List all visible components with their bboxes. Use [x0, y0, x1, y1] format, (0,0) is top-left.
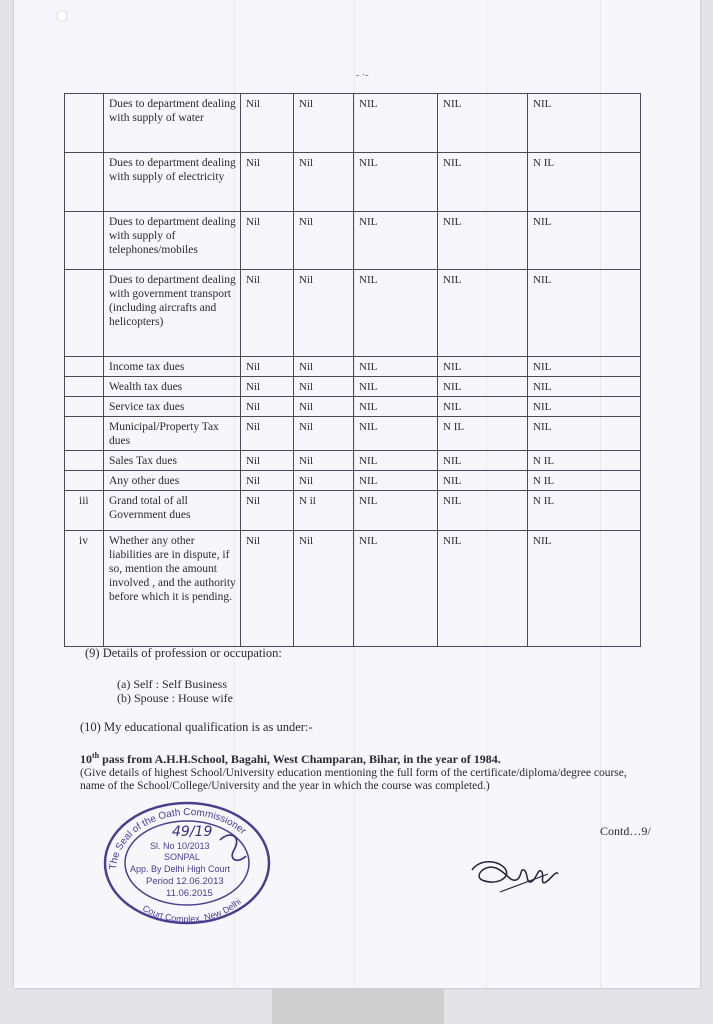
value-cell: Nil: [241, 397, 294, 417]
value-cell: Nil: [241, 212, 294, 270]
value-cell: NIL: [354, 491, 438, 531]
row-number-cell: [65, 94, 104, 153]
value-cell: NIL: [528, 94, 641, 153]
table-row: [65, 397, 641, 417]
row-number-cell: [65, 153, 104, 212]
value-cell: NIL: [438, 471, 528, 491]
dues-item-cell: Municipal/Property Tax dues: [104, 417, 241, 451]
seal-line-1: Sl. No 10/2013: [150, 841, 210, 851]
table-row: [65, 471, 641, 491]
education-superscript: th: [92, 751, 100, 760]
value-cell: Nil: [241, 417, 294, 451]
value-cell: NIL: [354, 212, 438, 270]
value-cell: Nil: [294, 417, 354, 451]
seal-line-3: App. By Delhi High Court: [130, 864, 231, 874]
value-cell: NIL: [528, 212, 641, 270]
value-cell: NIL: [438, 397, 528, 417]
value-cell: NIL: [354, 357, 438, 377]
punch-hole: [56, 10, 68, 22]
row-number-cell: [65, 397, 104, 417]
row-number-cell: [65, 451, 104, 471]
spouse-occupation: (b) Spouse : House wife: [117, 691, 233, 705]
value-cell: NIL: [438, 270, 528, 357]
dues-item-cell: Income tax dues: [104, 357, 241, 377]
row-number-cell: [65, 357, 104, 377]
value-cell: NIL: [354, 153, 438, 212]
section-9-heading: (9) Details of profession or occupation:: [85, 646, 282, 660]
value-cell: Nil: [294, 471, 354, 491]
value-cell: Nil: [241, 153, 294, 212]
oath-commissioner-seal: [102, 800, 272, 926]
value-cell: NIL: [438, 153, 528, 212]
row-number-cell: [65, 377, 104, 397]
scan-mark: - ·-: [356, 70, 369, 81]
value-cell: N IL: [528, 153, 641, 212]
value-cell: NIL: [528, 397, 641, 417]
value-cell: Nil: [241, 377, 294, 397]
value-cell: Nil: [294, 357, 354, 377]
scanner-background-strip: [272, 988, 444, 1024]
table-row: [65, 417, 641, 451]
value-cell: N IL: [528, 471, 641, 491]
value-cell: N IL: [528, 451, 641, 471]
education-prefix: 10: [80, 752, 92, 766]
value-cell: NIL: [438, 451, 528, 471]
dues-item-cell: Service tax dues: [104, 397, 241, 417]
value-cell: NIL: [528, 531, 641, 647]
value-cell: Nil: [241, 471, 294, 491]
value-cell: Nil: [294, 153, 354, 212]
value-cell: N IL: [438, 417, 528, 451]
dues-item-cell: Dues to department dealing with government transport (including aircrafts and helicopters): [104, 270, 241, 357]
value-cell: Nil: [241, 491, 294, 531]
dues-item-cell: Wealth tax dues: [104, 377, 241, 397]
table-row: [65, 531, 641, 647]
seal-line-4: Period 12.06.2013: [146, 876, 224, 887]
row-number-cell: iv: [65, 531, 104, 647]
value-cell: NIL: [438, 491, 528, 531]
seal-line-5: 11.06.2015: [166, 888, 213, 899]
value-cell: Nil: [241, 94, 294, 153]
seal-line-2: SONPAL: [164, 852, 200, 862]
value-cell: NIL: [438, 377, 528, 397]
value-cell: Nil: [294, 270, 354, 357]
value-cell: Nil: [294, 377, 354, 397]
government-dues-table: [64, 93, 641, 647]
seal-outer-text: The Seal of the Oath Commissioner: [107, 807, 249, 871]
value-cell: NIL: [528, 270, 641, 357]
value-cell: NIL: [438, 94, 528, 153]
education-detail: [80, 749, 501, 766]
dues-item-cell: Sales Tax dues: [104, 451, 241, 471]
dues-item-cell: Whether any other liabilities are in dispute, if so, mention the amount involved , and the authority before which it is pending.: [104, 531, 241, 647]
value-cell: Nil: [241, 531, 294, 647]
value-cell: NIL: [354, 451, 438, 471]
self-occupation: (a) Self : Self Business: [117, 677, 227, 691]
value-cell: Nil: [241, 270, 294, 357]
value-cell: NIL: [354, 94, 438, 153]
table-row: [65, 491, 641, 531]
signature: [466, 852, 566, 902]
value-cell: NIL: [354, 397, 438, 417]
dues-item-cell: Grand total of all Government dues: [104, 491, 241, 531]
table-row: [65, 377, 641, 397]
value-cell: NIL: [528, 377, 641, 397]
value-cell: Nil: [241, 451, 294, 471]
value-cell: NIL: [354, 417, 438, 451]
value-cell: N il: [294, 491, 354, 531]
table-row: [65, 270, 641, 357]
value-cell: NIL: [354, 471, 438, 491]
value-cell: Nil: [294, 94, 354, 153]
table-row: [65, 212, 641, 270]
row-number-cell: [65, 270, 104, 357]
row-number-cell: [65, 212, 104, 270]
row-number-cell: [65, 471, 104, 491]
value-cell: NIL: [528, 417, 641, 451]
value-cell: Nil: [294, 212, 354, 270]
value-cell: NIL: [354, 270, 438, 357]
dues-item-cell: Any other dues: [104, 471, 241, 491]
row-number-cell: iii: [65, 491, 104, 531]
value-cell: Nil: [294, 531, 354, 647]
table-row: [65, 357, 641, 377]
table-row: [65, 153, 641, 212]
education-rest: pass from A.H.H.School, Bagahi, West Champaran, Bihar, in the year of 1984.: [99, 752, 501, 766]
seal-handwritten-number: 49/19: [172, 824, 213, 840]
value-cell: NIL: [354, 531, 438, 647]
value-cell: NIL: [438, 531, 528, 647]
value-cell: N IL: [528, 491, 641, 531]
section-10-heading: (10) My educational qualification is as under:-: [80, 720, 313, 734]
dues-item-cell: Dues to department dealing with supply of water: [104, 94, 241, 153]
education-note: (Give details of highest School/University education mentioning the full form of the certificate/diploma/degree course, name of the School/College/University and the year in which the course was completed.): [80, 767, 627, 792]
dues-item-cell: Dues to department dealing with supply of electricity: [104, 153, 241, 212]
value-cell: NIL: [438, 212, 528, 270]
continued-marker: Contd…9/: [600, 824, 651, 838]
value-cell: NIL: [438, 357, 528, 377]
value-cell: Nil: [294, 397, 354, 417]
value-cell: Nil: [241, 357, 294, 377]
table-row: [65, 94, 641, 153]
seal-bottom-text: Court Complex, New Delhi: [140, 896, 243, 925]
dues-item-cell: Dues to department dealing with supply of telephones/mobiles: [104, 212, 241, 270]
table-row: [65, 451, 641, 471]
row-number-cell: [65, 417, 104, 451]
value-cell: NIL: [528, 357, 641, 377]
value-cell: NIL: [354, 377, 438, 397]
value-cell: Nil: [294, 451, 354, 471]
